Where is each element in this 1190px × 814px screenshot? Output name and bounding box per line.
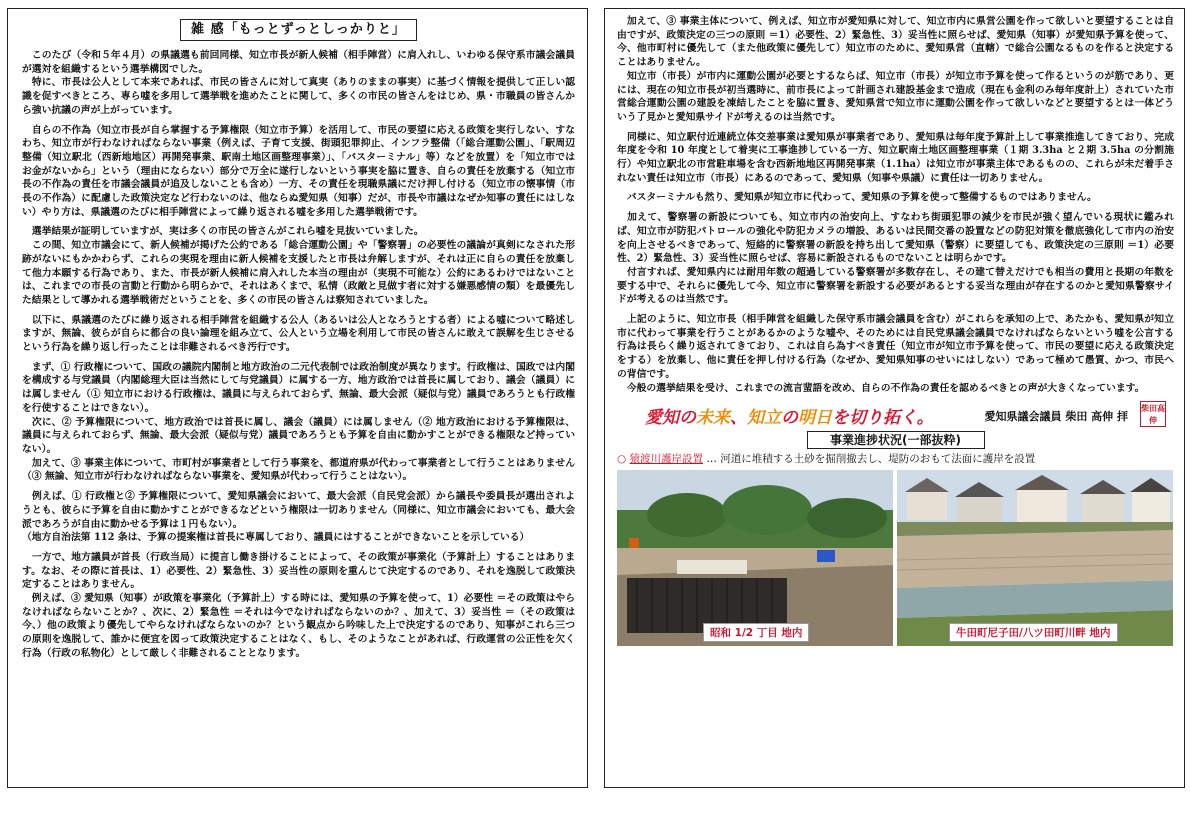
paragraph: 付言すれば、愛知県内には耐用年数の超過している警察署が多数存在し、その建て替えだけでも相当の費用と長期の年数を要する中で、それらに優先して今、知立市に警察署を新設する必要があるとする妥当な理由が存在するのかと愛知県警察サイドが考えるのは当然です。 [617,266,1174,306]
paragraph: 選挙結果が証明していますが、実は多くの市民の皆さんがこれら嘘を見抜いていました。 [22,226,424,238]
paragraph: 例えば、① 行政権と② 予算権限について、愛知県議会において、最大会派（自民党会派）から議長や委員長が選出されようとも、彼らに予算を自由に動かすことができるなどという権限は一切ありません（同様に、知立市議会においても、最大会派であろうが自由に動かせる予算は１円もない）。 [22,491,575,530]
paragraph: 特に、市長は公人として本来であれば、市民の皆さんに対して真実（ありのままの事実）に基づく情報を提供して正しい認識を促すべきところ、専ら嘘を多用して選挙戦を進めたことに関して、多くの市民の皆さんをはじめ、県・市職員の皆さんから強い抗議の声が上がっています。 [22,77,575,116]
photo-caption-2: 牛田町尼子田/八ツ田町川畔 地内 [949,623,1118,642]
seal-stamp: 柴田高伸 [1141,403,1165,426]
paragraph: 同様に、知立駅付近連続立体交差事業は愛知県が事業者であり、愛知県は毎年度予算計上して事業推進してきており、完成年度を令和 10 年度として着実に工事進捗している一方、知立駅南土地区画整理事業（１期 3.3ha と２期 3.5ha の分割施行）や知立駅北の市営駐車場を含む西新地地区再開発事業（1.1ha）は知立市が事業主体であるものの、これらが未だ着手されない責任は知立市（市長）にあるのであって、愛知県（知事や県議）に責任は一切ありません。 [617,131,1174,184]
paragraph: まず、① 行政権について、国政の議院内閣制と地方政治の二元代表制では政治制度が異なります。行政権は、国政では内閣を構成する与党議員（内閣総理大臣は当然にして与党議員）に属する一方、地方政治では首長に属しており、議会（議員）には属しません（① 知立市における行政権は、議員に与えられておらず、無論、最大会派（疑似与党）議員であろうとも行政権を行使することはできない）。 [22,361,575,414]
paragraph: バスターミナルも然り、愛知県が知立市に代わって、愛知県の予算を使って整備するものではありません。 [617,192,1097,204]
essay-title: 雑 感「もっとずっとしっかりと」 [180,19,417,41]
author-signature: 愛知県議会議員 柴田 高伸 拝 [984,410,1128,424]
paragraph: 上記のように、知立市長（相手陣営を組織した保守系市議会議員を含む）がこれらを承知の上で、あたかも、愛知県が知立市に代わって事業を行うことがあるかのような嘘や、そのためには自民党県議会議員でなければならないという嘘を公言する行為は長らく繰り返されてきており、これは自ら為すべき責任（知立市が知立市予算を使って、市民の要望に応える政策決定をする）を放棄し、他に責任を押し付ける行為（なぜか、愛知県知事のせいにはしない）であって極めて愚質、かつ、市民への背信です。 [617,314,1174,380]
paragraph: 以下に、県議選のたびに繰り返される相手陣営を組織する公人（あるいは公人となろうとする者）による嘘について略述しますが、無論、彼らが自らに都合の良い論理を組み立て、公人という立場を利用して市民の皆さんに敢えて誤解を生じさせるという行為を繰り返し行ったことは非難されるべき汚行です。 [22,314,575,354]
paragraph: この間、知立市議会にて、新人候補が掲げた公約である「総合運動公園」や「警察署」の必要性の議論が真剣になされた形跡がないにもかかわらず、これらの実現を理由に新人候補を支援したと市長は弁解しますが、それは正に自らの責任を放棄して他力本願する行為であり、また、市長が新人候補に肩入れした本当の理由が（実現不可能な）公約にあるわけではないことは、これまでの市長の言動と行動から明らかで、それはあくまで、私情（政敵と見做す者に対する嫌悪感情の類）を最優先した結果として導かれる選挙戦術だということを、多くの市民の皆さんは察知されていました。 [22,240,575,306]
project-name: 猿渡川護岸設置 [629,453,704,466]
river-construction-image [617,470,893,646]
paragraph: 例えば、③ 愛知県（知事）が政策を事業化（予算計上）する時には、愛知県の予算を使って、1）必要性 ＝その政策はやらなければならないことか？、次に、2）緊急性 ＝それは今でなければならないのか？、加えて、3）妥当性 ＝（その政策は今、）他の政策より優先してやらなければならないのか？という観点から吟味した上で決定するのであり、知事がこれら三つの原則を逸脱して、誰かに便宜を図って政策決定することはなく、もし、そのようなことがあれば、行政運営の公正性を欠く行為（行政の私物化）として厳しく非難されることとなります。 [22,593,575,659]
slogan-row [617,401,1174,427]
paragraph: （地方自治法第 112 条は、予算の提案権は首長に専属しており、議員にはすることができないことを示している） [22,532,530,544]
river-photo-1 [617,470,893,646]
paragraph: 加えて、③ 事業主体について、市町村が事業者として行う事業を、都道府県が代わって事業者として行うことはありません（③ 無論、知立市が行わなければならない事業を、愛知県が代わって行うことはない）。 [22,457,575,483]
paragraph: 加えて、警察署の新設についても、知立市内の治安向上、すなわち街頭犯罪の減少を市民が強く望んでいる現状に鑑みれば、知立市が防犯パトロールの強化や防犯カメラの増設、あるいは民間交番の設置などの防犯対策を徹底強化して市内の治安を向上させるべきであって、短絡的に警察署の新設を持ち出して愛知県（警察）に要望しても、政策決定の三原則 ＝1）必要性、2）緊急性、3）妥当性に照らせば、容易に新設されるものでないことは明らかです。 [617,212,1174,265]
progress-title: 事業進捗状況(一部抜粋) [807,431,985,449]
river-photo-2 [897,470,1173,646]
river-embankment-image [897,470,1173,646]
paragraph: 今般の選挙結果を受け、これまでの流言蜚語を改め、自らの不作為の責任を認めるべきとの声が大きくなっています。 [617,382,1145,394]
circle-icon: ○ [617,453,627,466]
paragraph: 一方で、地方議員が首長（行政当局）に提言し働き掛けることによって、その政策が事業化（予算計上）することはあります。なお、その際に首長は、1）必要性、2）緊急性、3）妥当性の原則を重んじて決定するのであり、それを逸脱して政策決定することはありません。 [22,551,575,591]
right-column [604,8,1185,788]
left-column [7,8,588,788]
paragraph: このたび（令和５年４月）の県議選も前回同様、知立市長が新人候補（相手陣営）に肩入れし、いわゆる保守系市議会議員が選対を組織するという選挙構図でした。 [22,50,575,75]
paragraph: 自らの不作為（知立市長が自ら掌握する予算権限（知立市予算）を活用して、市民の要望に応える政策を実行しない、すなわち、知立市が行わなければならない事業（例えば、子育て支援、街頭犯罪抑止、インフラ整備（「総合運動公園」、「駅周辺整備（知立駅北（西新地地区）再開発事業、駅南土地区画整理事業）」、「バスターミナル」等）などを放置）を「知立市ではお金がないから」という（理由にならない）部分で万全に遂行しないという事実を脇に置き、自らの責任を放棄する（知立市長の不作為の責任を市議会議員が追及しないことも含め）一方、その責任を現職県議にだけ押し付ける（知立市の懐事情（市長の不作為）に配慮した政策決定など行わないのは、他ならぬ愛知県（知事）だが、市長や市議はなぜか知事の責任にはしない）やり方は、県議選のたびに相手陣営によって繰り返される嘘を多用した選挙戦術です。 [22,124,575,218]
photo-caption-1: 昭和 1/2 丁目 地内 [703,623,809,642]
photo-strip [617,470,1174,646]
slogan: 愛知の未来、知立の明日を切り拓く。 [645,408,934,429]
paragraph: 加えて、③ 事業主体について、例えば、知立市が愛知県に対して、知立市内に県営公園を作って欲しいと要望することは自由ですが、政策決定の三つの原則 ＝1）必要性、2）緊急性、3）妥当性に照らせば、愛知県（知事）が愛知県予算を使って、今、他市町村に優先して（また他政策に優先して）知立市のために、愛知県営（直轄）で総合公園なるものを作ると決定することはありません。 [617,16,1174,69]
project-description: … 河道に堆積する土砂を掘削撤去し、堤防のおもて法面に護岸を設置 [706,453,1036,466]
project-line [617,452,1174,466]
paragraph: 次に、② 予算権限について、地方政治では首長に属し、議会（議員）には属しません（② 地方政治における予算権限は、議員に与えられておらず、無論、最大会派（疑似与党）議員であろうとも予算を自由に動かすことができる権限など持っていない）。 [22,416,575,455]
paragraph: 知立市（市長）が市内に運動公園が必要とするならば、知立市（市長）が知立市予算を使って作るというのが筋であり、更には、現在の知立市長が初当選時に、前市長によって計画され建設基金まで造成（現在も金利のみ毎年度計上）されていた市営総合運動公園の建設を凍結したことを脇に置き、愛知県営で知立市に運動公園を作って欲しいなどと要望するとは一体どういう了見かと愛知県サイドが考えるのは当然です。 [617,70,1174,123]
